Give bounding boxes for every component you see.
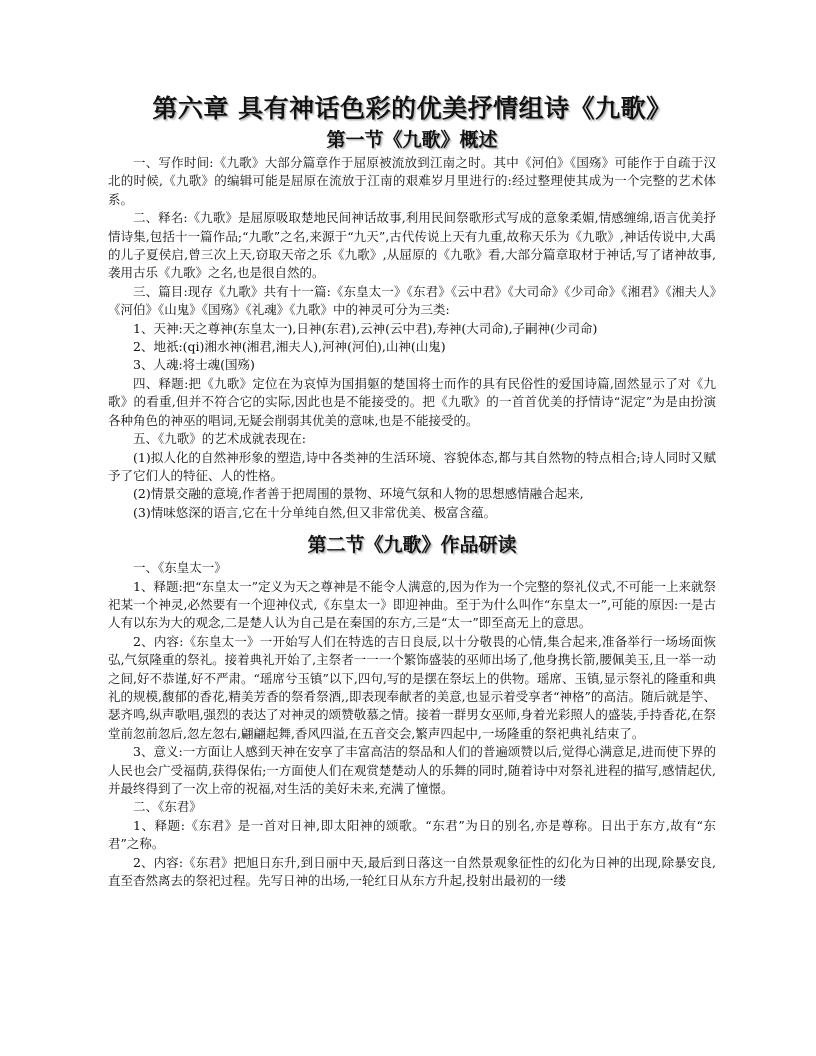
s1-art-point-1: (1)拟人化的自然神形象的塑造,诗中各类神的生活环境、容貌体态,都与其自然物的特点相合;诗人同时又赋予了它们人的特征、人的性格。 (108, 449, 716, 483)
s2-donghuang-title: 1、释题:把“东皇太一”定义为天之尊神是不能令人满意的,因为作为一个完整的祭礼仪式,不可能一上来就祭祀某一个神灵,必然要有一个迎神仪式,《东皇太一》即迎神曲。至于为什么叫作“东皇太一”,可能的原因:一是古人有以东为大的观念,二是楚人认为自己是在秦国的东方,三是“太一”即至高无上的意思。 (108, 578, 716, 631)
s1-art-point-2: (2)情景交融的意境,作者善于把周围的景物、环境气氛和人物的思想感情融合起来, (133, 486, 584, 502)
s1-writing-time: 一、写作时间:《九歌》大部分篇章作于屈原被流放到江南之时。其中《河伯》《国殇》可能作于自疏于汉北的时候,《九歌》的编辑可能是屈原在流放于江南的艰难岁月里进行的:经过整理使其成为一个完整的艺术体系。 (108, 155, 716, 207)
s1-earth-gods: 2、地祇:(qi)湘水神(湘君,湘夫人),河神(河伯),山神(山鬼) (133, 339, 446, 355)
s1-human-souls: 3、人魂:将士魂(国殇) (133, 357, 255, 373)
chapter-title: 第六章 具有神话色彩的优美抒情组诗《九歌》 (152, 94, 672, 123)
section-1 (108, 128, 716, 522)
document-body (108, 92, 716, 890)
s1-art-point-3: (3)情味悠深的语言,它在十分单纯自然,但又非常优美、极富含蕴。 (133, 504, 497, 520)
s1-art-achievement: 五、《九歌》的艺术成就表现在: (133, 431, 306, 447)
s2-dongjun-content: 2、内容:《东君》把旭日东升,到日丽中天,最后到日落这一自然景观象征性的幻化为日神的出现,除暴安良,直至杳然离去的祭祀过程。先写日神的出场,一轮红日从东方升起,投射出最初的一缕 (108, 854, 716, 889)
s1-heavenly-gods: 1、天神:天之尊神(东皇太一),日神(东君),云神(云中君),寿神(大司命),子嗣神(少司命) (133, 320, 598, 336)
s2-donghuang-meaning: 3、意义:一方面让人感到天神在安享了丰富高洁的祭品和人们的普遍颂赞以后,觉得心满意足,进而使下界的人民也会广受福荫,获得保佑;一方面使人们在观赏楚楚动人的乐舞的同时,随着诗中对祭礼进程的描写,感情起伏,并最终得到了一次上帝的祝福,对生活的美好未来,充满了憧憬。 (108, 744, 716, 796)
section-2-title: 第二节《九歌》作品研读 (307, 534, 517, 557)
section-2 (108, 533, 716, 890)
s2-heading-dongjun: 二、《东君》 (133, 799, 202, 815)
s1-contents: 三、篇目:现存《九歌》共有十一篇:《东皇太一》《东君》《云中君》《大司命》《少司命》《湘君》《湘夫人》《河伯》《山鬼》《国殇》《礼魂》《九歌》中的神灵可分为三类: (108, 283, 716, 318)
s2-heading-donghuang: 一、《东皇太一》 (133, 560, 227, 576)
s1-title-meaning: 二、释名:《九歌》是屈原吸取楚地民间神话故事,利用民间祭歌形式写成的意象柔媚,情感缠绵,语言优美抒情诗集,包括十一篇作品;“九歌”之名,来源于“九天”,古代传说上天有九重,故称天乐为《九歌》,神话传说中,大禹的儿子夏侯启,曾三次上天,窃取天帝之乐《九歌》,从屈原的《九歌》看,大部分篇章取材于神话,写了诸神故事,袭用古乐《九歌》之名,也是很自然的。 (108, 210, 716, 281)
s2-donghuang-content: 2、内容:《东皇太一》一开始写人们在特选的吉日良辰,以十分敬畏的心情,集合起来,准备举行一场场面恢弘,气氛隆重的祭礼。接着典礼开始了,主祭者一一一个繁饰盛装的巫师出场了,他身携长箭,腰佩美玉,且一举一动之间,好不恭谨,好不严肃。“瑶席兮玉镇”以下,四句,写的是摆在祭坛上的供物。瑶席、玉镇,显示祭礼的隆重和典礼的规模,馥郁的香花,精美芳香的祭肴祭酒,,即表现奉献者的美意,也显示着受享者“神格”的高洁。随后就是竽、瑟齐鸣,纵声歌唱,强烈的表达了对神灵的颂赞敬慕之情。接着一群男女巫师,身着光彩照人的盛装,手持香花,在祭堂前忽前忽后,忽左忽右,翩翩起舞,香风四溢,在五音交会,繁声四起中,一场隆重的祭祀典礼结束了。 (108, 633, 716, 741)
s2-dongjun-title: 1、释题:《东君》是一首对日神,即太阳神的颂歌。“东君”为日的别名,亦是尊称。日出于东方,故有“东君”之称。 (108, 817, 716, 852)
section-1-title: 第一节《九歌》概述 (326, 129, 498, 151)
s1-interpretation: 四、释题:把《九歌》定位在为哀悼为国捐躯的楚国将士而作的具有民俗性的爱国诗篇,固然显示了对《九歌》的看重,但并不符合它的实际,因此也是不能接受的。把《九歌》的一首首优美的抒情诗“泥定”为是由扮演各种角色的神巫的唱词,无疑会削弱其优美的意味,也是不能接受的。 (108, 375, 716, 428)
